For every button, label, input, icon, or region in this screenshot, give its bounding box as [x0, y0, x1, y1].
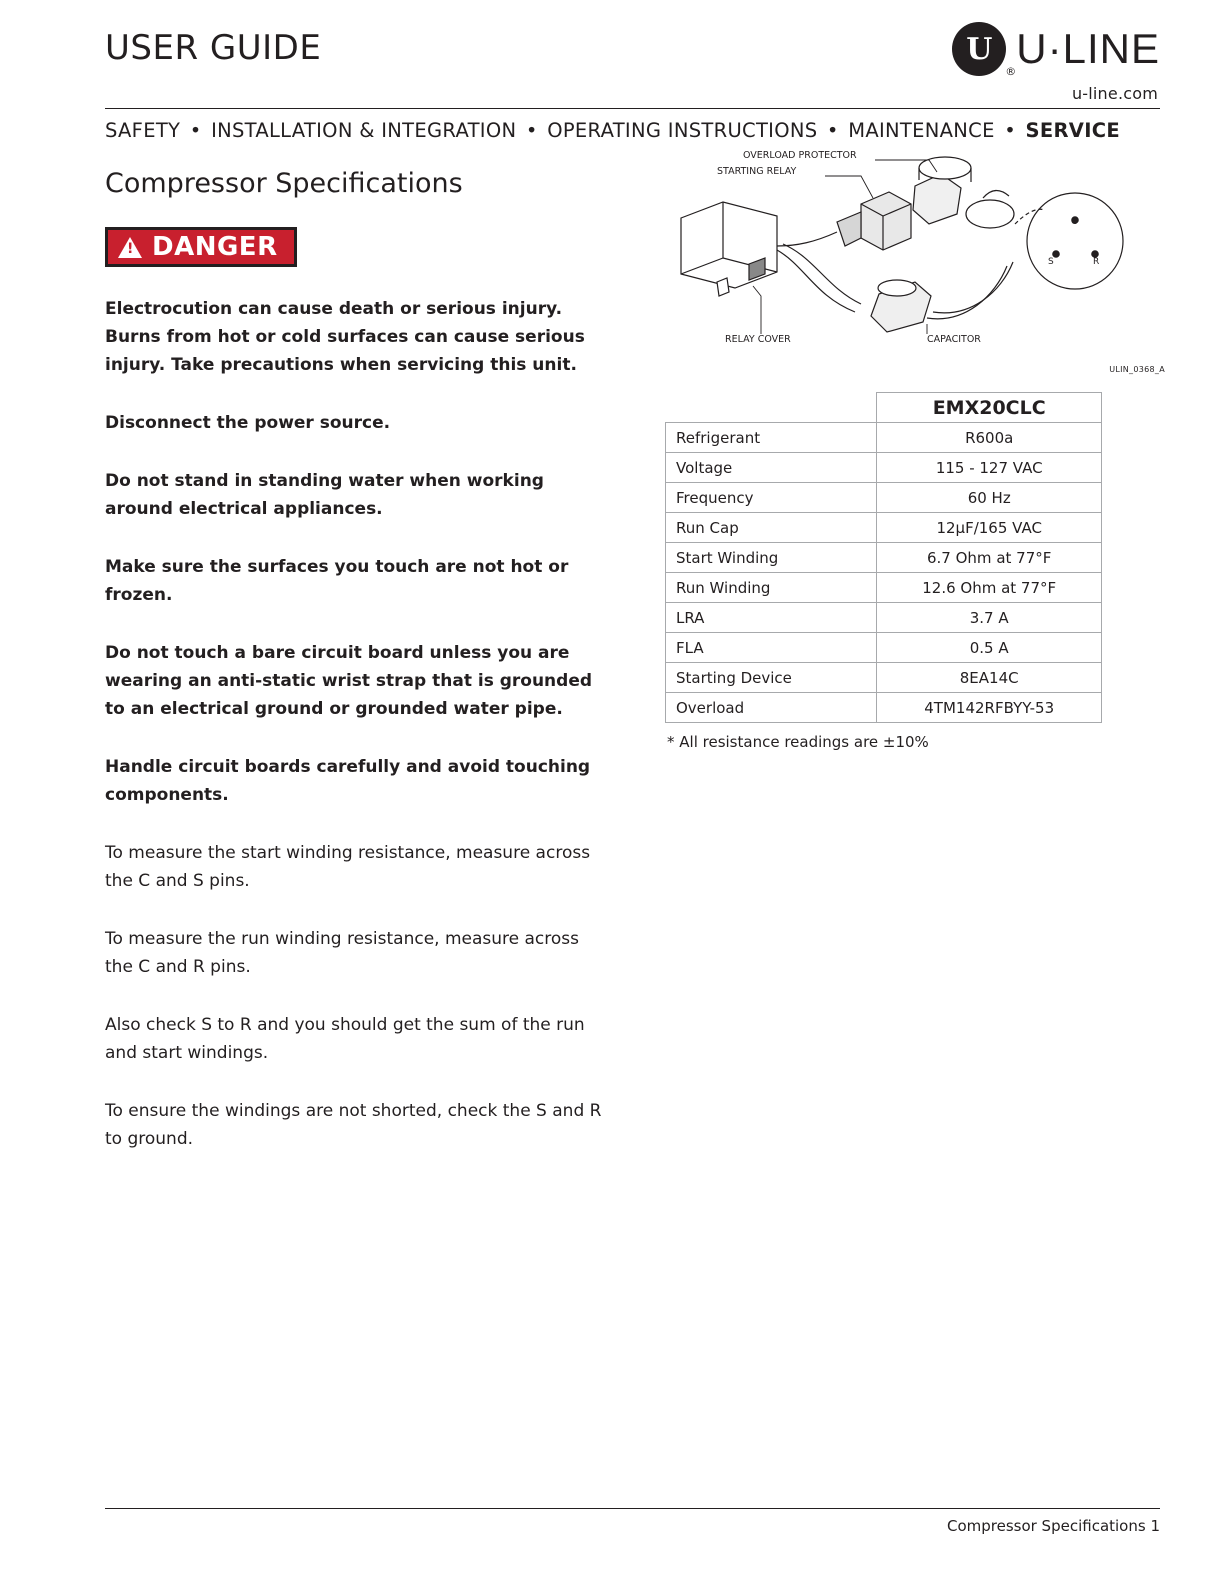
spec-value: 60 Hz	[877, 483, 1102, 513]
right-column	[665, 146, 1165, 751]
spec-value: 8EA14C	[877, 663, 1102, 693]
left-column	[105, 227, 605, 1153]
instruction-paragraph: To measure the run winding resistance, measure across the C and R pins.	[105, 929, 579, 977]
page-content	[105, 150, 1165, 1153]
page-footer	[105, 1508, 1160, 1535]
table-row	[666, 543, 1102, 573]
brand-website: u-line.com	[1071, 84, 1158, 103]
uline-logo	[952, 22, 1160, 76]
breadcrumb-item-installation: INSTALLATION & INTEGRATION	[211, 119, 517, 142]
svg-text:C: C	[1071, 217, 1078, 227]
spec-label: Voltage	[666, 453, 877, 483]
spec-label: Run Cap	[666, 513, 877, 543]
warning-paragraph: Handle circuit boards carefully and avoid touching components.	[105, 757, 591, 805]
svg-text:OVERLOAD PROTECTOR: OVERLOAD PROTECTOR	[743, 150, 857, 161]
breadcrumb-item-operating: OPERATING INSTRUCTIONS	[547, 119, 818, 142]
uline-logo-mark	[952, 22, 1017, 78]
breadcrumb-item-maintenance: MAINTENANCE	[848, 119, 995, 142]
spec-label: FLA	[666, 633, 877, 663]
spec-label: Refrigerant	[666, 423, 877, 453]
warning-paragraph: Disconnect the power source.	[105, 413, 391, 433]
footer-page-label: Compressor Specifications 1	[946, 1517, 1160, 1535]
svg-text:CAPACITOR: CAPACITOR	[927, 334, 981, 345]
svg-text:STARTING RELAY: STARTING RELAY	[717, 166, 797, 177]
spec-value: 3.7 A	[877, 603, 1102, 633]
table-header-blank	[666, 393, 877, 423]
spec-value: 12µF/165 VAC	[877, 513, 1102, 543]
warning-paragraph: Do not touch a bare circuit board unless you are wearing an anti-static wrist strap that is grounded to an electrical ground or grounded water pipe.	[105, 643, 593, 719]
instruction-paragraph: To ensure the windings are not shorted, check the S and R to ground.	[105, 1101, 602, 1149]
page-title: Compressor Specifications	[105, 168, 463, 199]
spec-label: Run Winding	[666, 573, 877, 603]
compressor-wiring-diagram	[665, 146, 1165, 376]
compressor-spec-table	[665, 392, 1102, 723]
spec-label: Starting Device	[666, 663, 877, 693]
spec-value: 115 - 127 VAC	[877, 453, 1102, 483]
table-row	[666, 453, 1102, 483]
instruction-paragraph: Also check S to R and you should get the sum of the run and start windings.	[105, 1015, 585, 1063]
brand-block	[900, 22, 1160, 103]
header-divider	[105, 108, 1160, 109]
breadcrumb-separator: •	[525, 119, 538, 142]
table-footnote: * All resistance readings are ±10%	[667, 733, 929, 751]
spec-value: 0.5 A	[877, 633, 1102, 663]
section-breadcrumb	[105, 119, 1160, 142]
warning-paragraph: Do not stand in standing water when working around electrical appliances.	[105, 471, 544, 519]
danger-label: DANGER	[152, 232, 278, 262]
spec-value: 4TM142RFBYY-53	[877, 693, 1102, 723]
page-header-title: USER GUIDE	[105, 28, 322, 68]
table-row	[666, 663, 1102, 693]
spec-label: Start Winding	[666, 543, 877, 573]
spec-label: Overload	[666, 693, 877, 723]
breadcrumb-separator: •	[189, 119, 202, 142]
svg-text:RELAY COVER: RELAY COVER	[725, 334, 791, 345]
spec-value: R600a	[877, 423, 1102, 453]
breadcrumb-separator: •	[826, 119, 839, 142]
table-row	[666, 423, 1102, 453]
instruction-paragraph: To measure the start winding resistance, measure across the C and S pins.	[105, 843, 591, 891]
spec-label: Frequency	[666, 483, 877, 513]
page-header	[65, 0, 1160, 103]
table-row	[666, 633, 1102, 663]
warning-paragraph: Make sure the surfaces you touch are not hot or frozen.	[105, 557, 569, 605]
table-row	[666, 573, 1102, 603]
uline-logo-wordmark: U·LINE	[1016, 25, 1160, 72]
table-row	[666, 483, 1102, 513]
warning-paragraph: Electrocution can cause death or serious injury. Burns from hot or cold surfaces can cause serious injury. Take precautions when servicing this unit.	[105, 299, 585, 375]
table-header-model: EMX20CLC	[877, 393, 1102, 423]
figure-id: ULIN_0368_A	[1109, 365, 1165, 374]
breadcrumb-separator: •	[1004, 119, 1017, 142]
danger-banner	[105, 227, 297, 267]
table-row	[666, 603, 1102, 633]
spec-value: 12.6 Ohm at 77°F	[877, 573, 1102, 603]
breadcrumb-item-service: SERVICE	[1025, 119, 1120, 142]
breadcrumb-item-safety: SAFETY	[105, 119, 181, 142]
svg-text:S: S	[1048, 257, 1054, 267]
table-row	[666, 513, 1102, 543]
svg-text:R: R	[1093, 257, 1100, 267]
footer-divider	[105, 1508, 1160, 1509]
spec-value: 6.7 Ohm at 77°F	[877, 543, 1102, 573]
warning-triangle-icon	[118, 237, 142, 258]
uline-logo-letter: U	[966, 31, 993, 67]
spec-label: LRA	[666, 603, 877, 633]
table-row	[666, 693, 1102, 723]
registered-trademark-icon: ®	[1005, 65, 1017, 78]
table-header-row	[666, 393, 1102, 423]
